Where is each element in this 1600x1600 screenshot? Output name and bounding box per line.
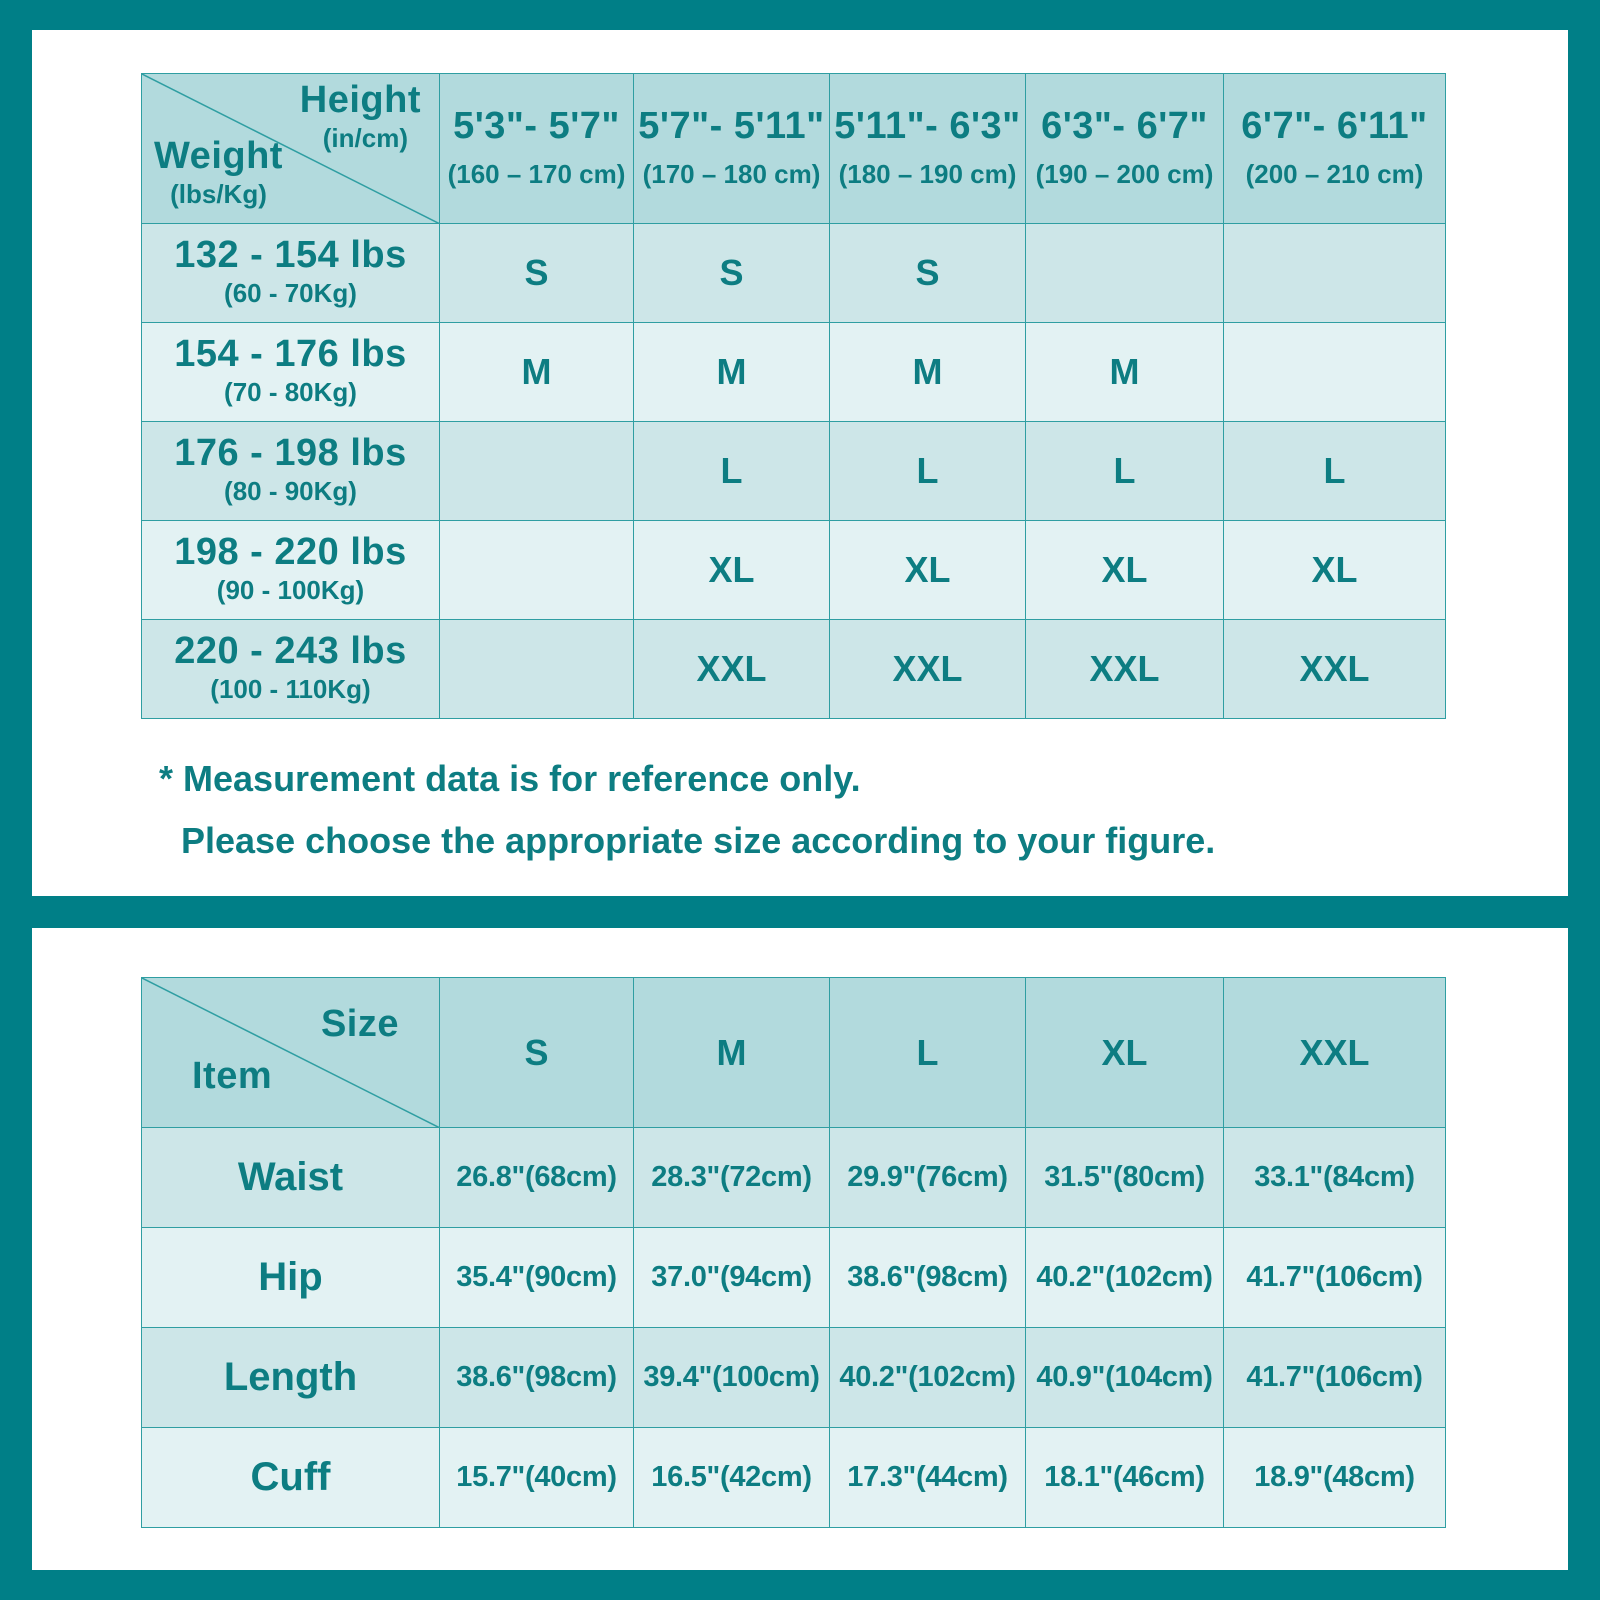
weight-axis-label	[154, 136, 283, 212]
measurement-cell: 40.2"(102cm)	[830, 1328, 1026, 1428]
measurement-corner-cell	[142, 978, 440, 1128]
measurement-cell: 38.6"(98cm)	[830, 1228, 1026, 1328]
measurement-cell: 29.9"(76cm)	[830, 1128, 1026, 1228]
weight-unit: (lbs/Kg)	[170, 178, 267, 209]
note-line-1: * Measurement data is for reference only.	[159, 758, 861, 799]
height-cm: (190 – 200 cm)	[1035, 158, 1214, 189]
size-cell: M	[1026, 323, 1224, 422]
measurement-cell: 38.6"(98cm)	[440, 1328, 634, 1428]
size-cell: XL	[830, 521, 1026, 620]
weight-lbs: 198 - 220 lbs	[174, 531, 407, 574]
height-in: 5'3"- 5'7"	[453, 104, 620, 147]
size-cell	[1224, 224, 1446, 323]
size-cell: M	[440, 323, 634, 422]
item-row-header: Hip	[142, 1228, 440, 1328]
measurement-cell: 40.9"(104cm)	[1026, 1328, 1224, 1428]
size-cell: XXL	[830, 620, 1026, 719]
weight-kg: (70 - 80Kg)	[224, 377, 357, 407]
size-chart-header-row	[142, 74, 1446, 224]
measurement-cell: 18.9"(48cm)	[1224, 1428, 1446, 1528]
size-cell: L	[1224, 422, 1446, 521]
weight-row-header	[142, 323, 440, 422]
diagonal-divider	[142, 978, 440, 1128]
size-cell: XL	[1026, 521, 1224, 620]
reference-note	[159, 748, 1215, 872]
weight-row-header	[142, 224, 440, 323]
size-cell: S	[830, 224, 1026, 323]
size-cell: XXL	[634, 620, 830, 719]
measurement-cell: 26.8"(68cm)	[440, 1128, 634, 1228]
size-cell	[440, 422, 634, 521]
size-cell	[1224, 323, 1446, 422]
table-row	[142, 422, 1446, 521]
measurement-cell: 37.0"(94cm)	[634, 1228, 830, 1328]
height-column-header	[1224, 74, 1446, 224]
measurement-cell: 16.5"(42cm)	[634, 1428, 830, 1528]
item-row-header: Cuff	[142, 1428, 440, 1528]
height-column-header	[440, 74, 634, 224]
measurement-cell: 18.1"(46cm)	[1026, 1428, 1224, 1528]
size-column-header: XL	[1026, 978, 1224, 1128]
weight-lbs: 154 - 176 lbs	[174, 333, 407, 376]
measurement-header-row	[142, 978, 1446, 1128]
size-axis-label	[321, 1004, 399, 1046]
weight-lbs: 220 - 243 lbs	[174, 630, 407, 673]
weight-label: Weight	[154, 135, 283, 177]
height-cm: (200 – 210 cm)	[1245, 158, 1424, 189]
weight-kg: (80 - 90Kg)	[224, 476, 357, 506]
size-column-header: M	[634, 978, 830, 1128]
height-column-header	[1026, 74, 1224, 224]
height-column-header	[830, 74, 1026, 224]
size-cell: XL	[634, 521, 830, 620]
size-cell: S	[440, 224, 634, 323]
weight-lbs: 176 - 198 lbs	[174, 432, 407, 475]
size-chart-table	[141, 73, 1446, 719]
size-cell: L	[634, 422, 830, 521]
size-cell	[440, 620, 634, 719]
table-row	[142, 620, 1446, 719]
measurement-cell: 17.3"(44cm)	[830, 1428, 1026, 1528]
size-cell: XXL	[1224, 620, 1446, 719]
height-in: 5'11"- 6'3"	[834, 104, 1021, 147]
size-cell: L	[830, 422, 1026, 521]
measurement-cell: 41.7"(106cm)	[1224, 1328, 1446, 1428]
weight-lbs: 132 - 154 lbs	[174, 234, 407, 277]
weight-kg: (100 - 110Kg)	[210, 674, 371, 704]
measurement-chart-panel	[32, 928, 1568, 1570]
item-row-header: Waist	[142, 1128, 440, 1228]
size-column-header: S	[440, 978, 634, 1128]
measurement-cell: 31.5"(80cm)	[1026, 1128, 1224, 1228]
weight-kg: (60 - 70Kg)	[224, 278, 357, 308]
size-chart-panel	[32, 30, 1568, 896]
size-cell	[1026, 224, 1224, 323]
size-cell	[440, 521, 634, 620]
weight-row-header	[142, 620, 440, 719]
height-in: 5'7"- 5'11"	[638, 104, 825, 147]
size-cell: XL	[1224, 521, 1446, 620]
weight-row-header	[142, 422, 440, 521]
item-row-header: Length	[142, 1328, 440, 1428]
item-axis-label	[192, 1056, 272, 1098]
table-row	[142, 1328, 1446, 1428]
table-row	[142, 1228, 1446, 1328]
item-label: Item	[192, 1055, 273, 1097]
measurement-cell: 40.2"(102cm)	[1026, 1228, 1224, 1328]
size-label: Size	[320, 1003, 399, 1045]
height-axis-label	[300, 80, 421, 156]
size-cell: S	[634, 224, 830, 323]
measurement-cell: 33.1"(84cm)	[1224, 1128, 1446, 1228]
height-in: 6'7"- 6'11"	[1241, 104, 1428, 147]
measurement-cell: 41.7"(106cm)	[1224, 1228, 1446, 1328]
size-cell: M	[830, 323, 1026, 422]
measurement-cell: 28.3"(72cm)	[634, 1128, 830, 1228]
weight-row-header	[142, 521, 440, 620]
height-unit: (in/cm)	[322, 122, 408, 153]
size-column-header: L	[830, 978, 1026, 1128]
height-cm: (160 – 170 cm)	[447, 158, 626, 189]
height-label: Height	[299, 79, 421, 121]
height-cm: (170 – 180 cm)	[642, 158, 821, 189]
weight-kg: (90 - 100Kg)	[216, 575, 365, 605]
size-cell: M	[634, 323, 830, 422]
measurement-cell: 15.7"(40cm)	[440, 1428, 634, 1528]
table-row	[142, 1428, 1446, 1528]
table-row	[142, 224, 1446, 323]
height-cm: (180 – 190 cm)	[838, 158, 1017, 189]
size-cell: L	[1026, 422, 1224, 521]
table-row	[142, 1128, 1446, 1228]
height-column-header	[634, 74, 830, 224]
size-cell: XXL	[1026, 620, 1224, 719]
size-chart-corner-cell	[142, 74, 440, 224]
measurement-cell: 35.4"(90cm)	[440, 1228, 634, 1328]
measurement-cell: 39.4"(100cm)	[634, 1328, 830, 1428]
measurement-chart-table	[141, 977, 1446, 1528]
table-row	[142, 323, 1446, 422]
note-line-2: Please choose the appropriate size according to your figure.	[181, 820, 1216, 861]
height-in: 6'3"- 6'7"	[1041, 104, 1208, 147]
size-column-header: XXL	[1224, 978, 1446, 1128]
table-row	[142, 521, 1446, 620]
